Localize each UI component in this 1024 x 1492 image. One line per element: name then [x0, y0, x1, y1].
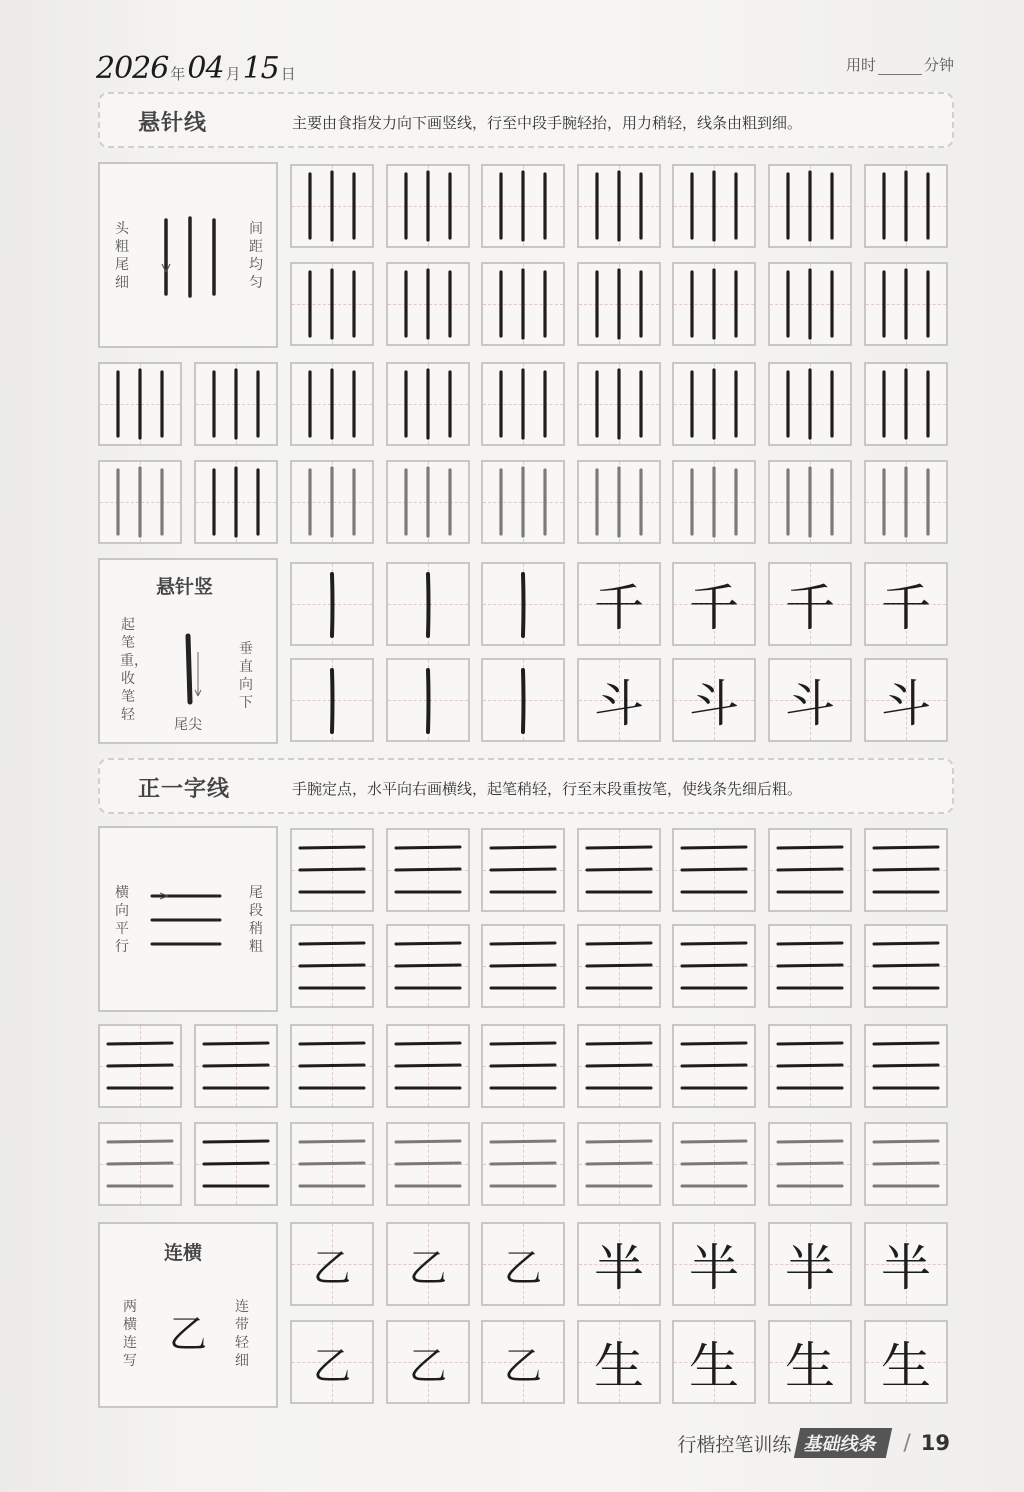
horizontal-line-practice-cell[interactable]: [481, 1122, 565, 1206]
horizontal-line-practice-cell[interactable]: [290, 924, 374, 1008]
practice-character: 斗: [594, 675, 644, 733]
demo-note-left: 起笔重，收笔轻: [120, 617, 148, 723]
character-practice-cell[interactable]: [864, 1320, 948, 1404]
vertical-line-practice-cell[interactable]: [290, 362, 374, 446]
horizontal-line-practice-cell[interactable]: [481, 828, 565, 912]
year-unit: 年: [170, 65, 186, 83]
horizontal-line-practice-cell[interactable]: [864, 1024, 948, 1108]
demo-note-left: 头粗尾细: [115, 221, 129, 291]
horizontal-line-practice-cell[interactable]: [577, 924, 661, 1008]
linked-stroke-practice-cell[interactable]: [290, 1222, 374, 1306]
demo-box-horizontal: [98, 826, 278, 1012]
horizontal-line-practice-cell[interactable]: [768, 1122, 852, 1206]
practice-character: 生: [881, 1337, 931, 1395]
vertical-line-sample-cell[interactable]: [194, 362, 278, 446]
vertical-line-practice-cell[interactable]: [864, 164, 948, 248]
practice-character: 半: [785, 1239, 835, 1297]
character-practice-cell[interactable]: [672, 1320, 756, 1404]
character-practice-cell[interactable]: [577, 562, 661, 646]
demo-subtitle: 悬针竖: [156, 576, 214, 598]
character-practice-cell[interactable]: [672, 1222, 756, 1306]
horizontal-line-practice-cell[interactable]: [290, 1024, 374, 1108]
month-unit: 月: [225, 65, 241, 83]
demo-note-right: 尾段稍粗: [249, 885, 263, 955]
vertical-line-practice-cell[interactable]: [864, 262, 948, 346]
practice-character: 乙: [408, 1245, 447, 1290]
linked-stroke-practice-cell[interactable]: [290, 1320, 374, 1404]
practice-character: 半: [689, 1239, 739, 1297]
vertical-line-practice-cell[interactable]: [864, 460, 948, 544]
vertical-line-sample-cell[interactable]: [194, 460, 278, 544]
section-banner-horizontal: [98, 758, 954, 814]
vertical-line-practice-cell[interactable]: [290, 262, 374, 346]
horizontal-line-practice-cell[interactable]: [481, 924, 565, 1008]
needle-stroke-practice-cell[interactable]: [290, 658, 374, 742]
vertical-line-practice-cell[interactable]: [481, 460, 565, 544]
needle-stroke-practice-cell[interactable]: [386, 562, 470, 646]
character-practice-cell[interactable]: [768, 1320, 852, 1404]
practice-character: 半: [881, 1239, 931, 1297]
character-practice-cell[interactable]: [864, 1222, 948, 1306]
vertical-line-practice-cell[interactable]: [768, 164, 852, 248]
vertical-line-practice-cell[interactable]: [577, 164, 661, 248]
time-unit: 分钟: [923, 56, 954, 74]
character-practice-cell[interactable]: [768, 1222, 852, 1306]
vertical-line-practice-cell[interactable]: [768, 460, 852, 544]
vertical-line-practice-cell[interactable]: [768, 262, 852, 346]
horizontal-line-sample-cell[interactable]: [98, 1122, 182, 1206]
demo-tip-note: 尾尖: [174, 717, 202, 733]
page-number: 19: [920, 1431, 950, 1455]
demo-box-vertical: [98, 162, 278, 348]
vertical-line-practice-cell[interactable]: [672, 262, 756, 346]
demo-box-hanging-needle: [98, 558, 278, 744]
section-description: 主要由食指发力向下画竖线，行至中段手腕轻抬，用力稍轻，线条由粗到细。: [292, 114, 803, 132]
vertical-line-practice-cell[interactable]: [386, 262, 470, 346]
character-practice-cell[interactable]: [864, 562, 948, 646]
demo-box-linked-horizontal: [98, 1222, 278, 1408]
linked-stroke-practice-cell[interactable]: [386, 1320, 470, 1404]
time-blank: [878, 58, 922, 75]
character-practice-cell[interactable]: [672, 658, 756, 742]
horizontal-line-practice-cell[interactable]: [290, 1122, 374, 1206]
practice-character: 乙: [312, 1245, 351, 1290]
practice-character: 乙: [408, 1343, 447, 1388]
horizontal-line-sample-cell[interactable]: [194, 1122, 278, 1206]
vertical-line-practice-cell[interactable]: [577, 262, 661, 346]
horizontal-line-practice-cell[interactable]: [768, 1024, 852, 1108]
horizontal-line-practice-cell[interactable]: [386, 828, 470, 912]
date-day: 15: [242, 51, 279, 86]
time-used: [846, 54, 954, 75]
demo-needle-stroke: [170, 632, 210, 712]
character-practice-cell[interactable]: [577, 1222, 661, 1306]
horizontal-line-practice-cell[interactable]: [864, 1122, 948, 1206]
demo-note-left: 横向平行: [115, 885, 129, 955]
date-line: [96, 44, 298, 84]
vertical-line-practice-cell[interactable]: [481, 362, 565, 446]
vertical-line-practice-cell[interactable]: [481, 262, 565, 346]
demo-note-right: 连带轻细: [235, 1299, 249, 1369]
horizontal-line-practice-cell[interactable]: [864, 924, 948, 1008]
practice-character: 斗: [881, 675, 931, 733]
character-practice-cell[interactable]: [672, 562, 756, 646]
date-year: 2026: [96, 51, 169, 86]
vertical-line-practice-cell[interactable]: [768, 362, 852, 446]
needle-stroke-practice-cell[interactable]: [481, 658, 565, 742]
practice-character: 生: [785, 1337, 835, 1395]
horizontal-line-sample-cell[interactable]: [98, 1024, 182, 1108]
character-practice-cell[interactable]: [768, 562, 852, 646]
vertical-line-practice-cell[interactable]: [577, 460, 661, 544]
practice-character: 半: [594, 1239, 644, 1297]
book-title: 行楷控笔训练: [677, 1433, 792, 1456]
horizontal-line-practice-cell[interactable]: [290, 828, 374, 912]
date-month: 04: [187, 51, 224, 86]
horizontal-line-sample-cell[interactable]: [194, 1024, 278, 1108]
vertical-line-practice-cell[interactable]: [672, 362, 756, 446]
horizontal-line-practice-cell[interactable]: [864, 828, 948, 912]
vertical-line-sample-cell[interactable]: [98, 460, 182, 544]
demo-note-left: 两横连写: [123, 1299, 137, 1369]
character-practice-cell[interactable]: [768, 658, 852, 742]
character-practice-cell[interactable]: [864, 658, 948, 742]
linked-stroke-practice-cell[interactable]: [481, 1320, 565, 1404]
needle-stroke-practice-cell[interactable]: [481, 562, 565, 646]
horizontal-line-practice-cell[interactable]: [386, 924, 470, 1008]
horizontal-line-practice-cell[interactable]: [577, 1024, 661, 1108]
vertical-line-practice-cell[interactable]: [672, 164, 756, 248]
practice-character: 乙: [503, 1343, 542, 1388]
character-practice-cell[interactable]: [577, 1320, 661, 1404]
section-title: 正一字线: [138, 777, 231, 802]
section-banner-vertical: [98, 92, 954, 148]
time-label: 用时: [845, 56, 876, 74]
chapter-tag: 基础线条: [794, 1428, 892, 1458]
page-footer: [677, 1428, 950, 1458]
demo-subtitle: 连横: [164, 1242, 203, 1264]
practice-character: 千: [881, 579, 931, 637]
practice-character: 千: [594, 579, 644, 637]
needle-stroke-practice-cell[interactable]: [290, 562, 374, 646]
vertical-line-practice-cell[interactable]: [386, 460, 470, 544]
demo-horizontal-lines: [148, 886, 228, 956]
footer-separator: /: [903, 1430, 911, 1456]
vertical-line-practice-cell[interactable]: [290, 164, 374, 248]
horizontal-line-practice-cell[interactable]: [672, 828, 756, 912]
vertical-line-practice-cell[interactable]: [481, 164, 565, 248]
vertical-line-practice-cell[interactable]: [290, 460, 374, 544]
vertical-line-practice-cell[interactable]: [577, 362, 661, 446]
horizontal-line-practice-cell[interactable]: [768, 828, 852, 912]
demo-note-right: 间距均匀: [249, 221, 263, 291]
horizontal-line-practice-cell[interactable]: [768, 924, 852, 1008]
character-practice-cell[interactable]: [577, 658, 661, 742]
practice-character: 乙: [503, 1245, 542, 1290]
horizontal-line-practice-cell[interactable]: [672, 1122, 756, 1206]
horizontal-line-practice-cell[interactable]: [481, 1024, 565, 1108]
practice-character: 生: [689, 1337, 739, 1395]
practice-character: 斗: [689, 675, 739, 733]
practice-character: 斗: [785, 675, 835, 733]
vertical-line-practice-cell[interactable]: [386, 164, 470, 248]
vertical-line-sample-cell[interactable]: [98, 362, 182, 446]
horizontal-line-practice-cell[interactable]: [386, 1122, 470, 1206]
vertical-line-practice-cell[interactable]: [864, 362, 948, 446]
horizontal-line-practice-cell[interactable]: [577, 828, 661, 912]
section-title: 悬针线: [138, 111, 208, 136]
horizontal-line-practice-cell[interactable]: [386, 1024, 470, 1108]
linked-stroke-practice-cell[interactable]: [481, 1222, 565, 1306]
linked-stroke-practice-cell[interactable]: [386, 1222, 470, 1306]
horizontal-line-practice-cell[interactable]: [672, 924, 756, 1008]
vertical-line-practice-cell[interactable]: [386, 362, 470, 446]
practice-character: 千: [785, 579, 835, 637]
practice-character: 乙: [312, 1343, 351, 1388]
horizontal-line-practice-cell[interactable]: [577, 1122, 661, 1206]
demo-linked-stroke: 乙: [168, 1311, 207, 1356]
vertical-line-practice-cell[interactable]: [672, 460, 756, 544]
demo-vertical-lines: [152, 212, 232, 302]
needle-stroke-practice-cell[interactable]: [386, 658, 470, 742]
practice-character: 生: [594, 1337, 644, 1395]
section-description: 手腕定点，水平向右画横线，起笔稍轻，行至末段重按笔，使线条先细后粗。: [292, 780, 803, 798]
practice-character: 千: [689, 579, 739, 637]
demo-note-right: 垂直向下: [239, 641, 253, 711]
horizontal-line-practice-cell[interactable]: [672, 1024, 756, 1108]
day-unit: 日: [280, 65, 296, 83]
